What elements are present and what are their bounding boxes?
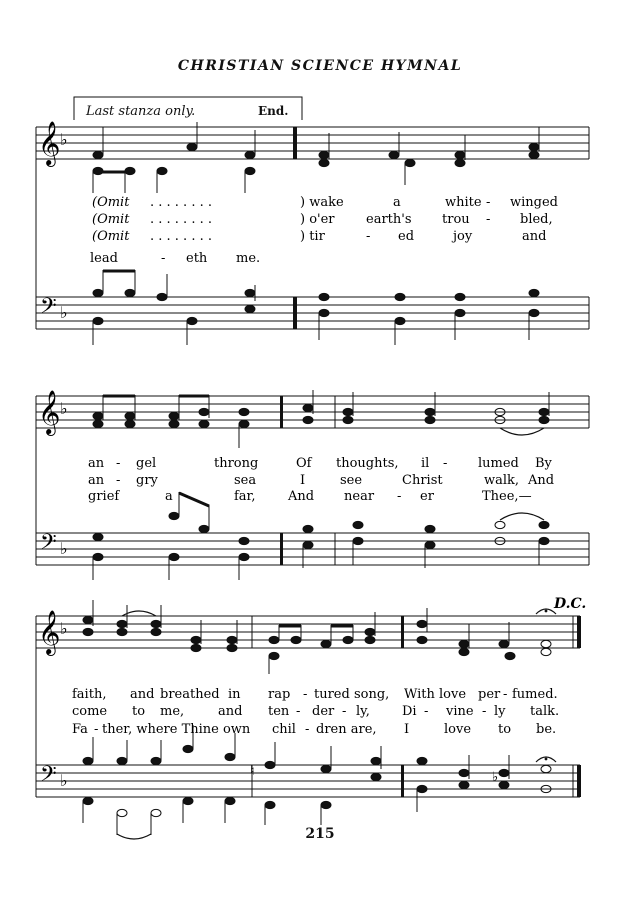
lyric-dots: . . . . . . . . [150, 195, 212, 210]
lyric-word: an [88, 473, 105, 488]
lyric-word: near [344, 489, 375, 504]
flat-icon: ♭ [60, 303, 68, 322]
page-number: 215 [305, 826, 335, 842]
lyric-word: And [288, 489, 315, 504]
last-stanza-marking: Last stanza only. [86, 104, 196, 119]
lyric-word: - [397, 489, 402, 504]
lyric-word: ) wake [300, 195, 344, 210]
lyric-word: lumed [478, 456, 519, 471]
lyric-word: er [420, 489, 434, 504]
lyric-word: throng [214, 456, 259, 471]
flat-icon: ♭ [60, 130, 68, 149]
lyric-word: a [393, 195, 401, 210]
lyric-word: - [161, 251, 166, 266]
end-marking: End. [258, 104, 289, 118]
lyric-word: lead [90, 251, 118, 266]
lyric-word: (Omit [92, 212, 130, 227]
flat-icon: ♭ [60, 539, 68, 558]
lyric-word: - [116, 473, 121, 488]
lyric-word: a [165, 489, 173, 504]
lyric-word: (Omit [92, 195, 130, 210]
lyric-word: - [486, 212, 491, 227]
treble-clef-icon: 𝄞 [38, 390, 61, 434]
system-2 [36, 390, 589, 580]
lyric-word: far, [234, 489, 256, 504]
lyric-dots: . . . . . . . . [150, 229, 212, 244]
lyric-word: winged [510, 195, 558, 210]
lyric-word: Christ [402, 473, 443, 488]
lyric-word: me, [160, 704, 185, 719]
lyric-word: sea [234, 473, 257, 488]
lyric-word: vine [446, 704, 474, 719]
lyric-word: see [340, 473, 363, 488]
lyric-word: come [72, 704, 108, 719]
lyric-word: earth's [366, 212, 412, 227]
lyric-word: - [305, 722, 310, 737]
lyric-word: breathed [160, 687, 220, 702]
bass-clef-icon: 𝄢 [40, 762, 57, 792]
lyric-word: - [443, 456, 448, 471]
lyric-word: bled, [520, 212, 553, 227]
lyric-word: be. [536, 722, 557, 737]
lyric-word: faith, [72, 687, 107, 702]
lyric-word: fumed. [512, 687, 558, 702]
lyric-word: and [218, 704, 243, 719]
lyric-word: to [132, 704, 146, 719]
lyric-word: (Omit [92, 229, 130, 244]
lyric-word: And [528, 473, 555, 488]
lyric-word: ten [268, 704, 290, 719]
lyric-word: and [522, 229, 547, 244]
lyric-word: an [88, 456, 105, 471]
lyric-word: ther, where Thine own [102, 722, 251, 737]
lyric-word: - [342, 704, 347, 719]
lyric-word: With love [404, 687, 467, 702]
lyric-word: Of [296, 456, 312, 471]
bass-clef-icon: 𝄢 [40, 294, 57, 324]
lyric-word: der [312, 704, 335, 719]
lyric-word: trou [442, 212, 470, 227]
lyric-word: talk. [530, 704, 560, 719]
dc-marking: D.C. [554, 596, 587, 612]
lyric-word: Di [402, 704, 417, 719]
lyric-word: me. [236, 251, 261, 266]
lyric-word: in [228, 687, 241, 702]
bass-clef-icon: 𝄢 [40, 530, 57, 560]
lyric-word: - [303, 687, 308, 702]
page-header: CHRISTIAN SCIENCE HYMNAL [177, 58, 463, 74]
treble-clef-icon: 𝄞 [38, 610, 61, 654]
end-double-bar [293, 127, 297, 159]
lyric-word: - [296, 704, 301, 719]
lyric-word: - [116, 456, 121, 471]
lyric-word: to [498, 722, 512, 737]
flat-icon: ♭ [60, 771, 68, 790]
lyric-word: thoughts, [336, 456, 399, 471]
lyric-word: - [366, 229, 371, 244]
lyric-word: I [300, 473, 306, 488]
lyric-word: - [482, 704, 487, 719]
lyric-word: and [130, 687, 155, 702]
treble-clef-icon: 𝄞 [38, 121, 61, 165]
lyric-word: eth [186, 251, 208, 266]
lyric-word: Fa [72, 722, 88, 737]
lyric-word: - [184, 489, 189, 504]
lyric-word: per [478, 687, 501, 702]
lyric-word: rap [268, 687, 291, 702]
lyric-word: ) o'er [300, 212, 335, 227]
lyric-word: love [444, 722, 472, 737]
lyric-word: gry [136, 473, 158, 488]
lyric-word: dren are, [316, 722, 377, 737]
lyric-word: ly [494, 704, 506, 719]
flat-icon: ♭ [60, 399, 68, 418]
lyric-word: - [94, 722, 99, 737]
lyric-dots: . . . . . . . . [150, 212, 212, 227]
flat-icon: ♭ [60, 619, 68, 638]
lyric-word: white [445, 195, 482, 210]
lyric-word: ed [398, 229, 415, 244]
lyric-word: gel [136, 456, 157, 471]
lyric-word: walk, [484, 473, 520, 488]
lyric-word: - [503, 687, 508, 702]
lyric-word: joy [453, 229, 473, 244]
final-double-bar [577, 616, 581, 648]
lyric-word: - [486, 195, 491, 210]
system-1 [36, 121, 589, 345]
lyric-word: - [424, 704, 429, 719]
lyric-word: il [421, 456, 430, 471]
lyric-word: By [535, 456, 552, 471]
lyric-word: grief [88, 489, 120, 504]
lyric-word: ly, [356, 704, 370, 719]
lyric-word: chil [272, 722, 296, 737]
lyric-word: I [404, 722, 410, 737]
lyric-word: ) tir [300, 229, 325, 244]
natural-icon: ♮ [250, 764, 255, 779]
system-3 [36, 596, 586, 839]
flat-icon: ♭ [492, 770, 499, 785]
lyric-word: tured song, [314, 687, 390, 702]
lyric-word: Thee,— [482, 489, 532, 504]
